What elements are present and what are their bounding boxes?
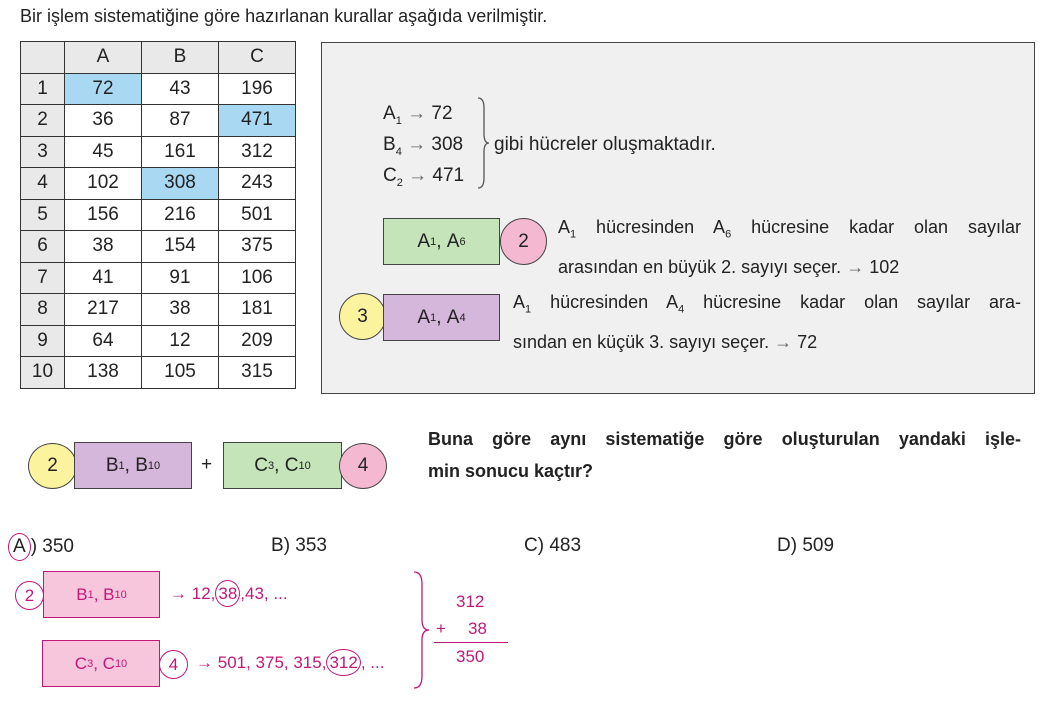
rule1-pink-circle: 2 [500, 218, 547, 265]
cell-a: 217 [65, 294, 142, 326]
option-value: 483 [549, 535, 582, 556]
rule2-purple-box: A 1 , A 4 [383, 294, 500, 341]
table-row [21, 231, 296, 263]
box-sub: 6 [459, 235, 466, 248]
cell-c: 196 [219, 73, 296, 105]
rule1-line2-text: arasından en büyük 2. sayıyı seçer. [558, 256, 842, 277]
rule1-sub1: 1 [570, 228, 577, 241]
rule2-yellow-circle: 3 [339, 293, 386, 340]
rule2-pre: A [513, 292, 526, 312]
cell-b: 105 [142, 357, 219, 389]
option-d[interactable]: D) 509 [777, 535, 835, 556]
cell-c: 243 [219, 168, 296, 200]
addition-operator: + [436, 619, 446, 638]
solution-brace-icon [410, 570, 432, 690]
box-label: C [284, 454, 299, 476]
example-col: A [383, 103, 396, 124]
solution-circle-2: 2 [15, 581, 44, 610]
arrow-icon: → [170, 584, 187, 603]
box-sub: 1 [87, 588, 94, 601]
rule2-line2 [513, 326, 1021, 358]
example-col: B [383, 134, 396, 155]
rule1-post: hücresine kadar olan sayılar [731, 217, 1021, 237]
addition-top: 312 [456, 592, 485, 611]
cell-a: 38 [65, 231, 142, 263]
box-label: A [446, 230, 460, 252]
cell-c: 181 [219, 294, 296, 326]
option-b[interactable]: B) 353 [271, 535, 327, 556]
example-suffix: gibi hücreler oluşmaktadır. [494, 134, 716, 155]
table-row [21, 168, 296, 200]
cell-b: 161 [142, 136, 219, 168]
seq-circled-value: 38 [215, 580, 240, 607]
arrow-icon: → [407, 134, 427, 155]
cell-a: 138 [65, 357, 142, 389]
rule2-line2-text: sından en küçük 3. sayıyı seçer. [513, 331, 770, 352]
rule1-sub2: 6 [725, 228, 732, 241]
column-header: B [142, 42, 219, 74]
cell-b: 87 [142, 105, 219, 137]
rule2-post: hücresine kadar olan sayılar ara- [684, 292, 1021, 312]
table-row [21, 325, 296, 357]
cell-a: 102 [65, 168, 142, 200]
box-sub: 1 [430, 235, 437, 248]
example-value: 471 [432, 165, 465, 186]
question-line1: Buna göre aynı sistematiğe göre oluşturulan yandaki işle- [428, 429, 1021, 449]
option-letter: C [524, 535, 538, 556]
cell-b: 154 [142, 231, 219, 263]
cell-b: 43 [142, 73, 219, 105]
rule1-pre: A [558, 217, 571, 237]
expr-purple-box: B 1 , B 10 [74, 442, 192, 489]
option-value: 509 [802, 535, 835, 556]
seq-part: ,43, ... [240, 584, 288, 603]
column-header: C [219, 42, 296, 74]
row-number: 7 [21, 262, 65, 294]
box-label: B [103, 584, 115, 604]
box-label: C [102, 653, 115, 673]
cell-c: 501 [219, 199, 296, 231]
seq-part: , ... [360, 653, 385, 672]
example-sub: 2 [396, 176, 403, 189]
cell-a: 72 [65, 73, 142, 105]
cell-c: 312 [219, 136, 296, 168]
box-sub: 10 [114, 588, 127, 601]
row-number: 5 [21, 199, 65, 231]
box-sub: 3 [268, 459, 275, 472]
table-row [21, 294, 296, 326]
row-number: 4 [21, 168, 65, 200]
solution-seq-2 [196, 653, 384, 673]
question-text [428, 423, 1021, 487]
option-letter: A [13, 536, 26, 557]
option-letter: D [777, 535, 791, 556]
cell-c: 106 [219, 262, 296, 294]
data-table [20, 41, 296, 389]
cell-c: 209 [219, 325, 296, 357]
row-number: 10 [21, 357, 65, 389]
row-number: 2 [21, 105, 65, 137]
box-sub: 1 [118, 459, 125, 472]
box-sub: 3 [87, 657, 94, 670]
box-label: A [417, 230, 431, 252]
table-corner [21, 42, 65, 74]
option-value: 353 [295, 535, 327, 556]
example-a1 [383, 103, 453, 127]
seq-circled-value: 312 [326, 649, 360, 676]
example-b4 [383, 134, 463, 158]
solution-box-c: C 3 , C 10 [42, 640, 160, 687]
box-sub: 1 [430, 311, 437, 324]
cell-b: 12 [142, 325, 219, 357]
box-sub: 4 [459, 311, 466, 324]
box-label: A [446, 306, 460, 328]
cell-b: 216 [142, 199, 219, 231]
box-sub: 10 [298, 459, 311, 472]
seq-part: 501, 375, 315, [217, 653, 327, 672]
expr-yellow-circle: 2 [28, 443, 77, 489]
rule1-result: 102 [869, 256, 900, 277]
column-header: A [65, 42, 142, 74]
row-number: 8 [21, 294, 65, 326]
plus-operator: + [201, 454, 213, 475]
cell-c: 315 [219, 357, 296, 389]
cell-a: 41 [65, 262, 142, 294]
selected-answer-circle [8, 533, 31, 561]
table-row [21, 136, 296, 168]
table-row [21, 262, 296, 294]
example-sub: 1 [395, 114, 402, 127]
rule1-text [558, 211, 1021, 283]
rule1-line1 [558, 211, 1021, 251]
question-line2: min sonucu kaçtır? [428, 461, 594, 481]
solution-seq-1 [170, 584, 288, 604]
option-a[interactable]: A ) 350 [8, 533, 74, 561]
option-letter: B [271, 535, 284, 556]
addition-line [434, 642, 508, 643]
cell-a: 64 [65, 325, 142, 357]
expr-green-box: C 3 , C 10 [223, 442, 342, 489]
table-header-row [21, 42, 296, 74]
cell-a: 36 [65, 105, 142, 137]
box-label: C [74, 653, 88, 673]
rule2-sub1: 1 [525, 303, 532, 316]
box-label: A [417, 306, 431, 328]
row-number: 3 [21, 136, 65, 168]
cell-b: 308 [142, 168, 219, 200]
row-number: 6 [21, 231, 65, 263]
example-c2 [383, 165, 464, 189]
example-col: C [383, 165, 397, 186]
solution-box-b: B 1 , B 10 [43, 571, 160, 618]
cell-c: 471 [219, 105, 296, 137]
rule1-mid: hücresinden A [576, 217, 726, 237]
rule2-text [513, 286, 1021, 358]
arrow-icon: → [408, 165, 428, 186]
box-label: B [105, 454, 119, 476]
example-sub: 4 [395, 145, 402, 158]
rule2-line1 [513, 286, 1021, 326]
expr-pink-circle: 4 [339, 443, 387, 489]
addition-bottom: 38 [468, 619, 487, 638]
intro-text: Bir işlem sistematiğine göre hazırlanan kurallar aşağıda verilmiştir. [20, 6, 548, 26]
example-value: 72 [431, 103, 453, 124]
brace-icon [474, 96, 490, 190]
solution-circle-4: 4 [159, 650, 188, 679]
arrow-icon: → [407, 103, 427, 124]
box-sub: 10 [147, 459, 161, 472]
cell-b: 91 [142, 262, 219, 294]
rule2-mid: hücresinden A [531, 292, 679, 312]
option-c[interactable]: C) 483 [524, 535, 582, 556]
cell-c: 375 [219, 231, 296, 263]
cell-a: 156 [65, 199, 142, 231]
cell-b: 38 [142, 294, 219, 326]
table-row [21, 73, 296, 105]
addition-result: 350 [456, 647, 485, 666]
rule1-line2 [558, 251, 1021, 283]
seq-part: 12, [191, 584, 216, 603]
table-row [21, 357, 296, 389]
box-label: B [76, 584, 88, 604]
rule2-sub2: 4 [678, 303, 685, 316]
arrow-icon: → [196, 653, 213, 672]
row-number: 9 [21, 325, 65, 357]
option-value: 350 [42, 536, 74, 557]
rule2-result: 72 [797, 331, 818, 352]
row-number: 1 [21, 73, 65, 105]
arrow-icon: → [846, 256, 865, 277]
rule1-green-box: A 1 , A 6 [383, 218, 500, 265]
table-row [21, 199, 296, 231]
box-sub: 10 [114, 657, 128, 670]
box-label: B [135, 454, 148, 476]
table-row [21, 105, 296, 137]
arrow-icon: → [774, 331, 793, 352]
box-label: C [254, 454, 269, 476]
cell-a: 45 [65, 136, 142, 168]
example-value: 308 [431, 134, 464, 155]
